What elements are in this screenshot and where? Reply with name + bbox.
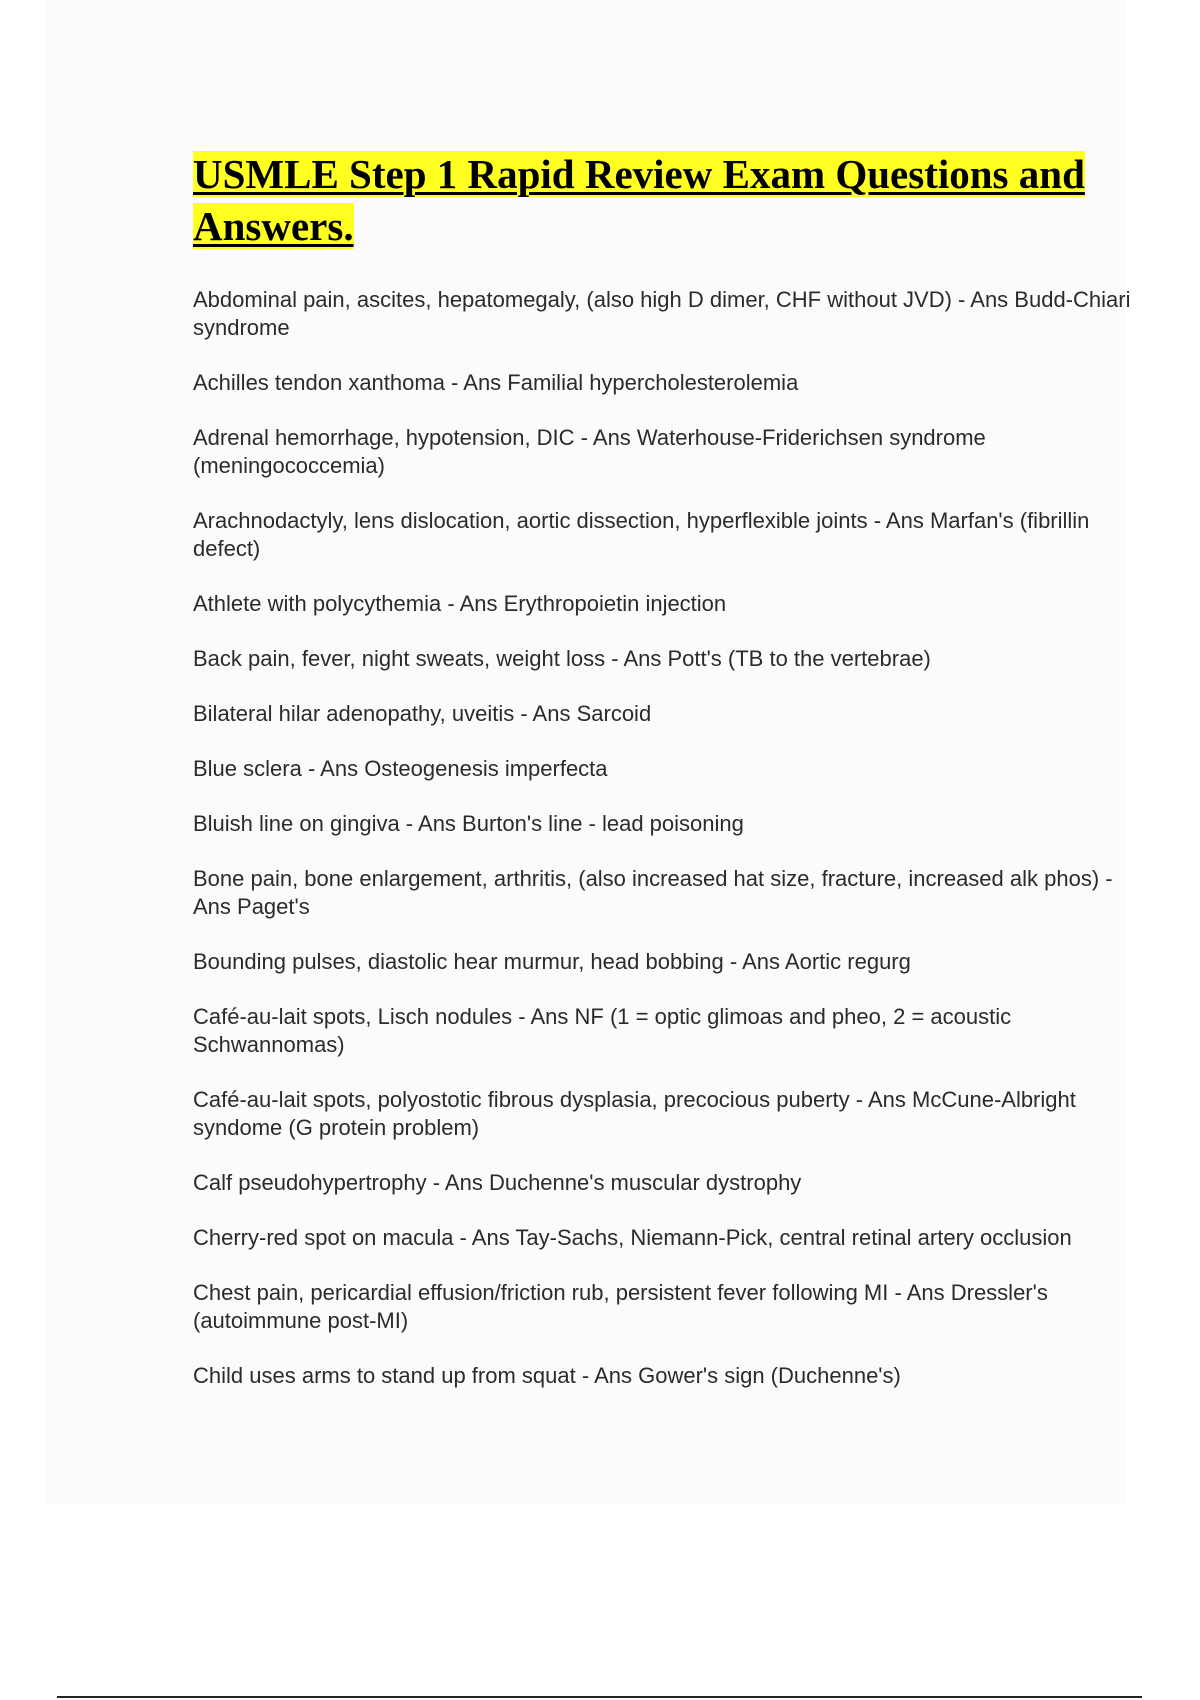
qa-item: Cherry-red spot on macula - Ans Tay-Sachs, Niemann-Pick, central retinal artery occlusion [193, 1225, 1072, 1250]
document-page [45, 0, 1131, 1505]
qa-item: Athlete with polycythemia - Ans Erythropoietin injection [193, 591, 727, 616]
qa-item: Adrenal hemorrhage, hypotension, DIC - Ans Waterhouse-Friderichsen syndrome (meningococcemia) [193, 425, 986, 478]
qa-item: Arachnodactyly, lens dislocation, aortic dissection, hyperflexible joints - Ans Marfan's (fibrillin defect) [193, 508, 1090, 561]
qa-item: Bone pain, bone enlargement, arthritis, (also increased hat size, fracture, increased alk phos) - Ans Paget's [193, 866, 1113, 919]
qa-item: Back pain, fever, night sweats, weight loss - Ans Pott's (TB to the vertebrae) [193, 646, 931, 671]
qa-item: Bluish line on gingiva - Ans Burton's line - lead poisoning [193, 811, 744, 836]
qa-item: Café-au-lait spots, polyostotic fibrous dysplasia, precocious puberty - Ans McCune-Albright syndome (G protein problem) [193, 1087, 1076, 1140]
qa-item: Blue sclera - Ans Osteogenesis imperfecta [193, 756, 608, 781]
qa-item: Café-au-lait spots, Lisch nodules - Ans NF (1 = optic glimoas and pheo, 2 = acoustic Schwannomas) [193, 1004, 1012, 1057]
bottom-divider [57, 1696, 1142, 1698]
qa-list [193, 286, 1143, 1390]
qa-item: Calf pseudohypertrophy - Ans Duchenne's muscular dystrophy [193, 1170, 802, 1195]
qa-item: Child uses arms to stand up from squat - Ans Gower's sign (Duchenne's) [193, 1363, 901, 1388]
qa-item: Chest pain, pericardial effusion/friction rub, persistent fever following MI - Ans Dressler's (autoimmune post-MI) [193, 1280, 1048, 1333]
qa-item: Bilateral hilar adenopathy, uveitis - Ans Sarcoid [193, 701, 652, 726]
document-content [193, 148, 1143, 1417]
document-title-text: USMLE Step 1 Rapid Review Exam Questions and Answers. [193, 151, 1085, 249]
document-title [193, 148, 1143, 252]
qa-item: Achilles tendon xanthoma - Ans Familial hypercholesterolemia [193, 370, 799, 395]
qa-item: Bounding pulses, diastolic hear murmur, head bobbing - Ans Aortic regurg [193, 949, 911, 974]
qa-item: Abdominal pain, ascites, hepatomegaly, (also high D dimer, CHF without JVD) - Ans Budd-Chiari syndrome [193, 287, 1131, 340]
